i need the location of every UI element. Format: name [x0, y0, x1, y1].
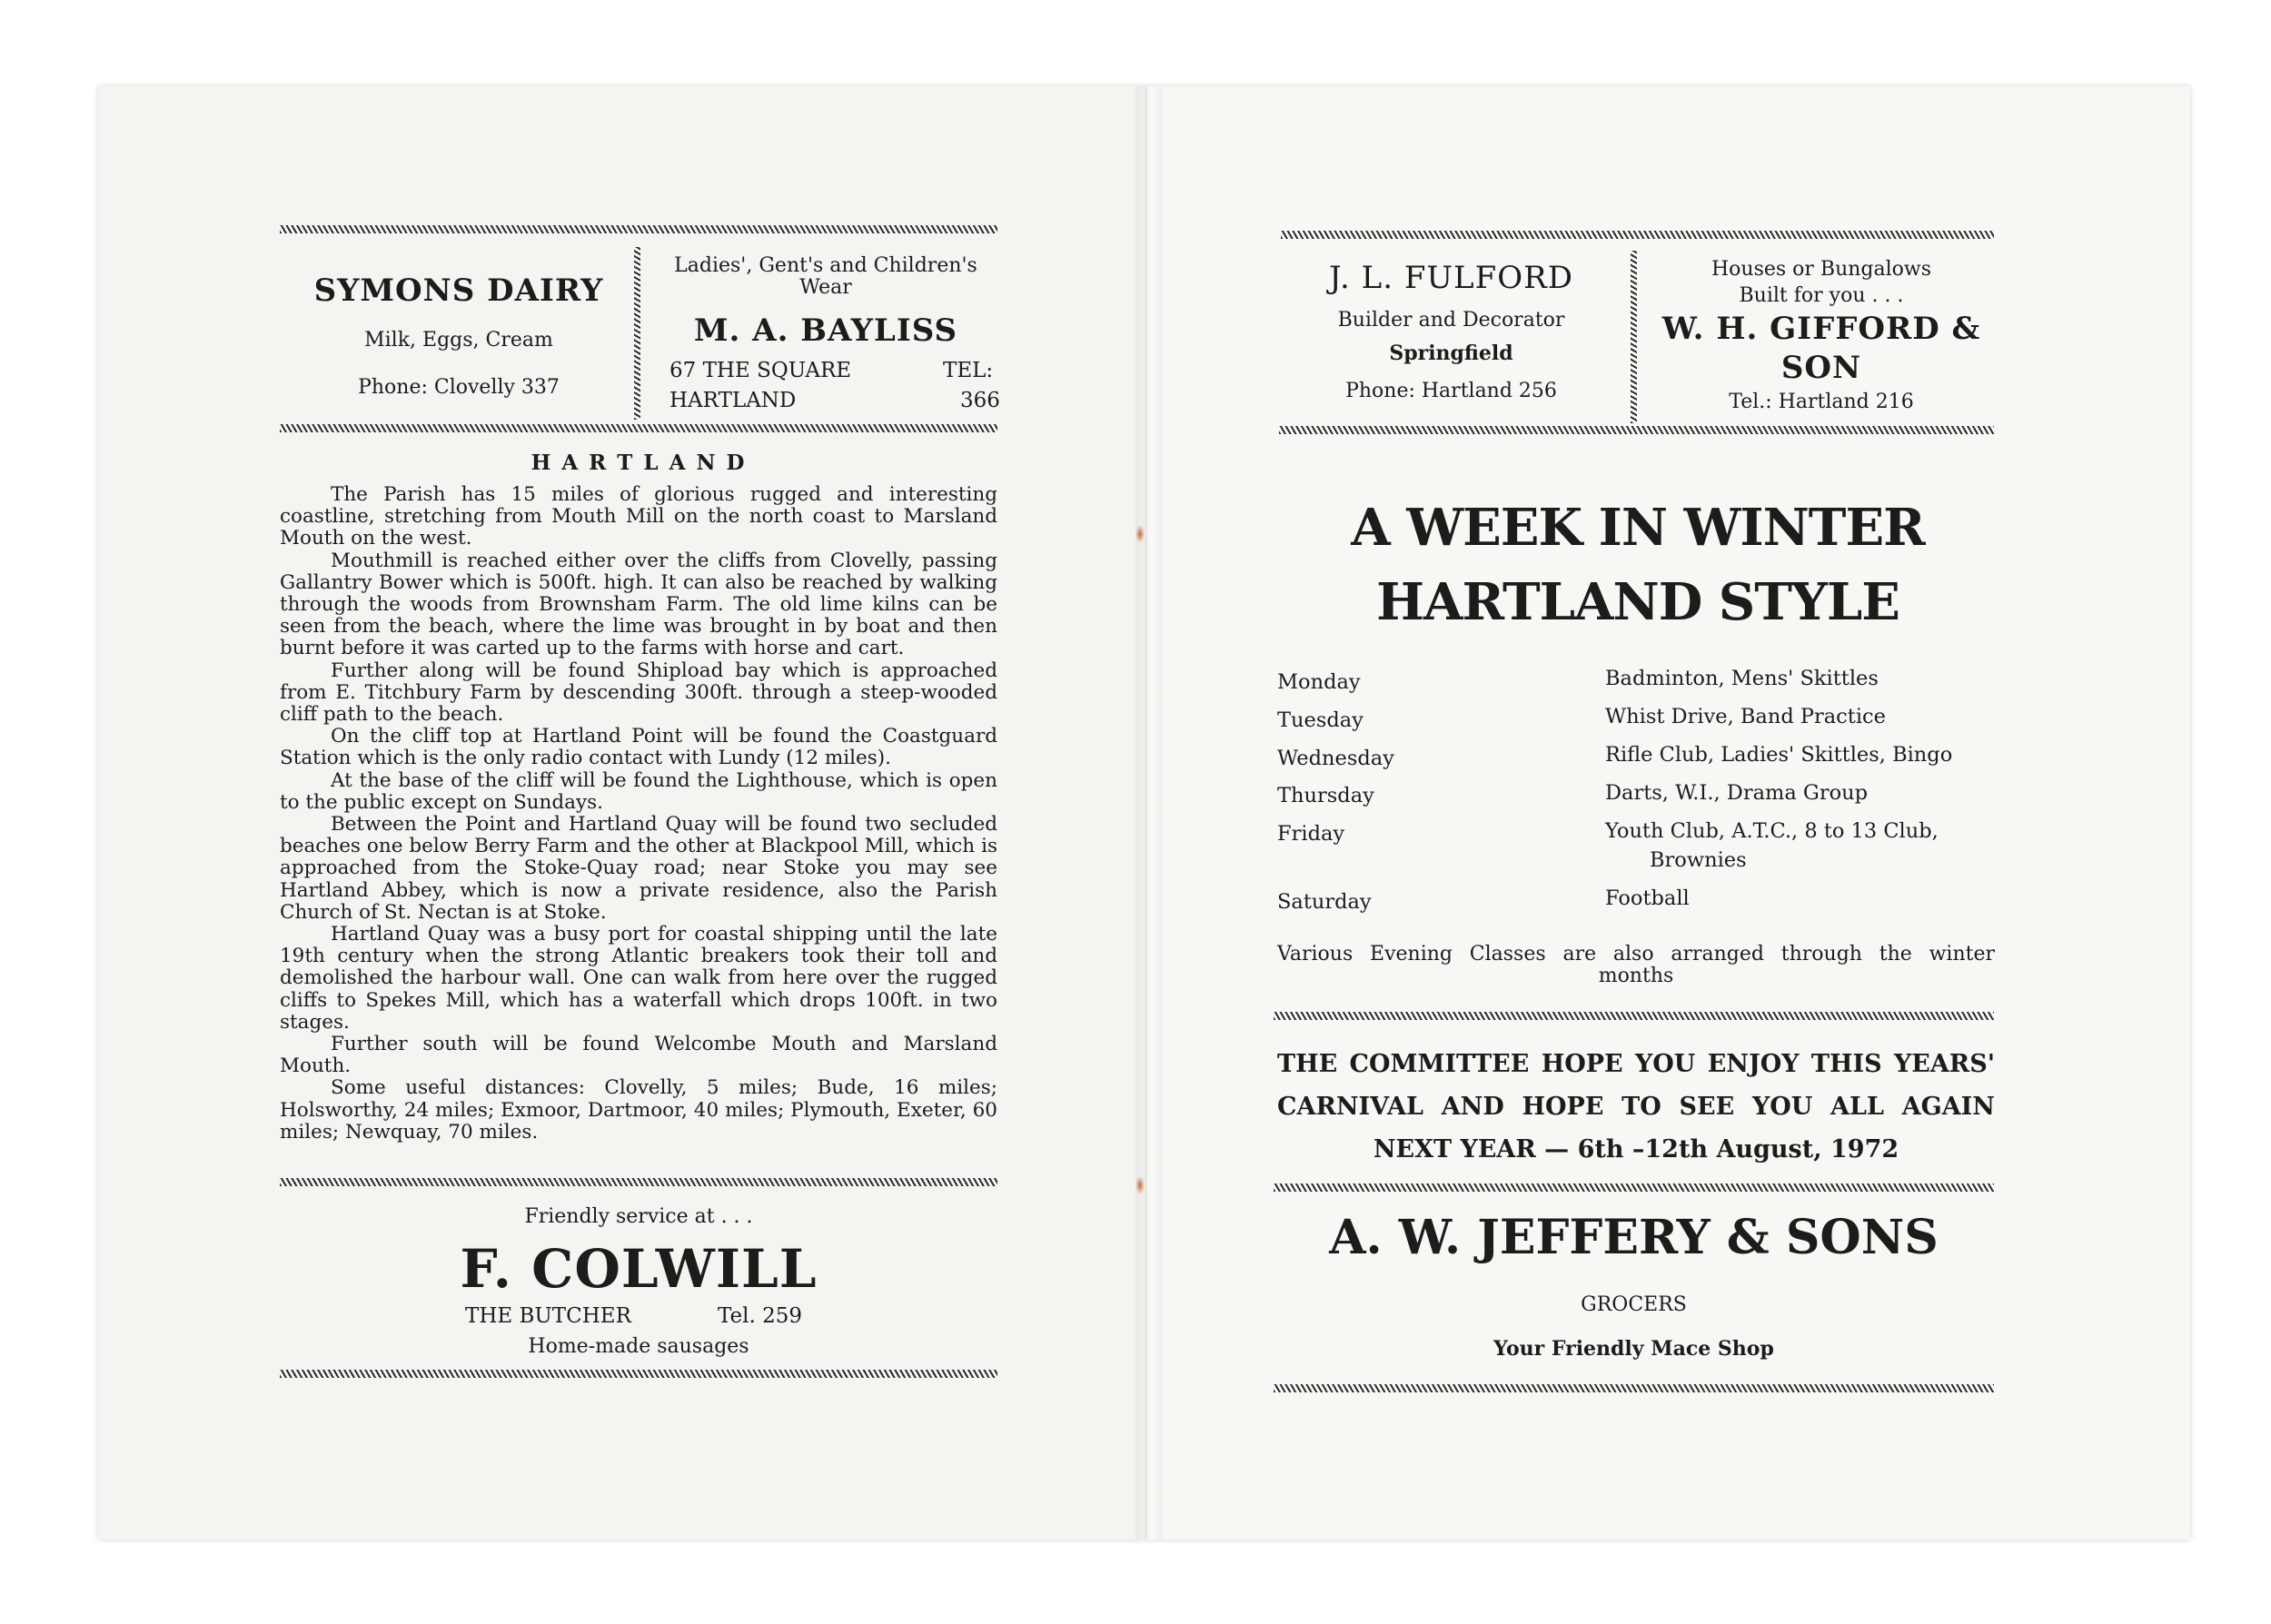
gifford-tagline-1: Houses or Bungalows: [1711, 258, 1932, 281]
evening-classes-note: Various Evening Classes are also arranged through the winter: [1277, 943, 1995, 965]
schedule-day: Tuesday: [1277, 708, 1364, 732]
hatched-divider: [634, 247, 640, 420]
fulford-location: Springfield: [1389, 342, 1513, 365]
article-paragraph: At the base of the cliff will be found the Lighthouse, which is open to the public except on Sundays.: [280, 768, 997, 814]
article-paragraph: Mouthmill is reached either over the cliffs from Clovelly, passing Gallantry Bower which is 500ft. high. It can also be reached by walking through the woods from Brownsham Farm. The old lime kilns can be seen from the beach, where the lime was brought in by boat and then burnt before it was carted up to the farms with horse and cart.: [280, 549, 997, 660]
gifford-name: W. H. GIFFORD &: [1661, 311, 1981, 347]
fulford-trade: Builder and Decorator: [1337, 309, 1565, 332]
article-heading: H A R T L A N D: [531, 451, 747, 475]
symons-dairy-products: Milk, Eggs, Cream: [364, 329, 553, 352]
committee-message-line-2: CARNIVAL AND HOPE TO SEE YOU ALL AGAIN: [1277, 1093, 1995, 1121]
jeffery-trade: GROCERS: [1581, 1293, 1687, 1316]
schedule-activity: Whist Drive, Band Practice: [1605, 705, 1886, 728]
fulford-phone: Phone: Hartland 256: [1345, 380, 1557, 402]
schedule-day: Saturday: [1277, 890, 1372, 914]
hatched-rule: [1274, 1384, 1994, 1392]
hatched-rule: [1274, 1183, 1994, 1192]
bayliss-tel-number: 366: [960, 389, 1000, 412]
schedule-activity-continued: Brownies: [1650, 848, 1747, 872]
committee-message-line-3: NEXT YEAR — 6th –12th August, 1972: [1373, 1135, 1899, 1164]
hatched-rule: [280, 225, 997, 233]
bayliss-tagline: Ladies', Gent's and Children's: [674, 254, 977, 277]
fulford-name: J. L. FULFORD: [1329, 260, 1573, 296]
bayliss-tel-label: TEL:: [943, 359, 994, 382]
bayliss-tagline-2: Wear: [799, 276, 852, 299]
page-title: A WEEK IN WINTER: [1351, 498, 1925, 558]
hatched-rule: [1279, 426, 1994, 434]
schedule-activity: Darts, W.I., Drama Group: [1605, 781, 1869, 805]
article-paragraph: On the cliff top at Hartland Point will be found the Coastguard Station which is the only radio contact with Lundy (12 miles).: [280, 725, 997, 770]
page-subtitle: HARTLAND STYLE: [1376, 572, 1899, 632]
gifford-tel: Tel.: Hartland 216: [1729, 391, 1914, 413]
hatched-divider: [1631, 251, 1637, 423]
hatched-rule: [1274, 1012, 1994, 1020]
symons-dairy-phone: Phone: Clovelly 337: [358, 376, 560, 399]
schedule-day: Thursday: [1277, 784, 1374, 807]
gifford-name-2: SON: [1780, 350, 1862, 386]
bayliss-address-1: 67 THE SQUARE: [669, 359, 852, 382]
article-paragraph: Further south will be found Welcombe Mouth and Marsland Mouth.: [280, 1033, 997, 1078]
schedule-activity: Youth Club, A.T.C., 8 to 13 Club,: [1605, 819, 1939, 843]
evening-classes-note-2: months: [1598, 965, 1674, 987]
gifford-tagline-2: Built for you . . .: [1739, 284, 1904, 307]
schedule-day: Wednesday: [1277, 747, 1394, 770]
staple-rust-mark: [1136, 1176, 1145, 1194]
jeffery-name: A. W. JEFFERY & SONS: [1329, 1210, 1939, 1265]
article-paragraph: The Parish has 15 miles of glorious rugged and interesting coastline, stretching from Mouth Mill on the north coast to Marsland Mouth on the west.: [280, 483, 997, 550]
article-paragraph: Further along will be found Shipload bay which is approached from E. Titchbury Farm by descending 300ft. through a steep-wooded cliff path to the beach.: [280, 659, 997, 727]
colwill-extra: Home-made sausages: [528, 1335, 749, 1358]
symons-dairy-name: SYMONS DAIRY: [313, 272, 604, 309]
schedule-activity: Football: [1605, 886, 1690, 910]
article-body: [280, 484, 997, 1144]
hatched-rule: [1281, 231, 1994, 239]
hatched-rule: [280, 1370, 997, 1378]
colwill-tagline: Friendly service at . . .: [524, 1205, 753, 1228]
article-paragraph: Between the Point and Hartland Quay will be found two secluded beaches one below Berry Farm and the other at Blackpool Mill, which is approached from the Stoke-Quay road; near Stoke you may see Hartland Abbey, which is now a private residence, also the Parish Church of St. Nectan is at Stoke.: [280, 813, 997, 924]
schedule-activity: Badminton, Mens' Skittles: [1605, 667, 1879, 690]
bayliss-address-2: HARTLAND: [669, 389, 797, 412]
colwill-name: F. COLWILL: [460, 1238, 818, 1300]
bayliss-name: M. A. BAYLISS: [693, 312, 958, 349]
article-paragraph: Some useful distances: Clovelly, 5 miles; Bude, 16 miles; Holsworthy, 24 miles; Exmoor, Dartmoor, 40 miles; Plymouth, Exeter, 60 miles; Newquay, 70 miles.: [280, 1076, 997, 1144]
hatched-rule: [280, 1178, 997, 1186]
schedule-day: Monday: [1277, 670, 1361, 694]
jeffery-tagline: Your Friendly Mace Shop: [1493, 1337, 1774, 1361]
schedule-day: Friday: [1277, 822, 1345, 846]
colwill-tel: Tel. 259: [718, 1304, 803, 1328]
schedule-activity: Rifle Club, Ladies' Skittles, Bingo: [1605, 743, 1953, 767]
committee-message-line-1: THE COMMITTEE HOPE YOU ENJOY THIS YEARS': [1277, 1050, 1995, 1078]
article-paragraph: Hartland Quay was a busy port for coastal shipping until the late 19th century when the strong Atlantic breakers took their toll and demolished the harbour wall. One can walk from here over the rugged cliffs to Spekes Mill, which has a waterfall which drops 100ft. in two stages.: [280, 923, 997, 1034]
hatched-rule: [280, 424, 997, 432]
staple-rust-mark: [1136, 525, 1145, 543]
colwill-trade: THE BUTCHER: [465, 1304, 631, 1328]
page-spine: [1136, 86, 1163, 1540]
